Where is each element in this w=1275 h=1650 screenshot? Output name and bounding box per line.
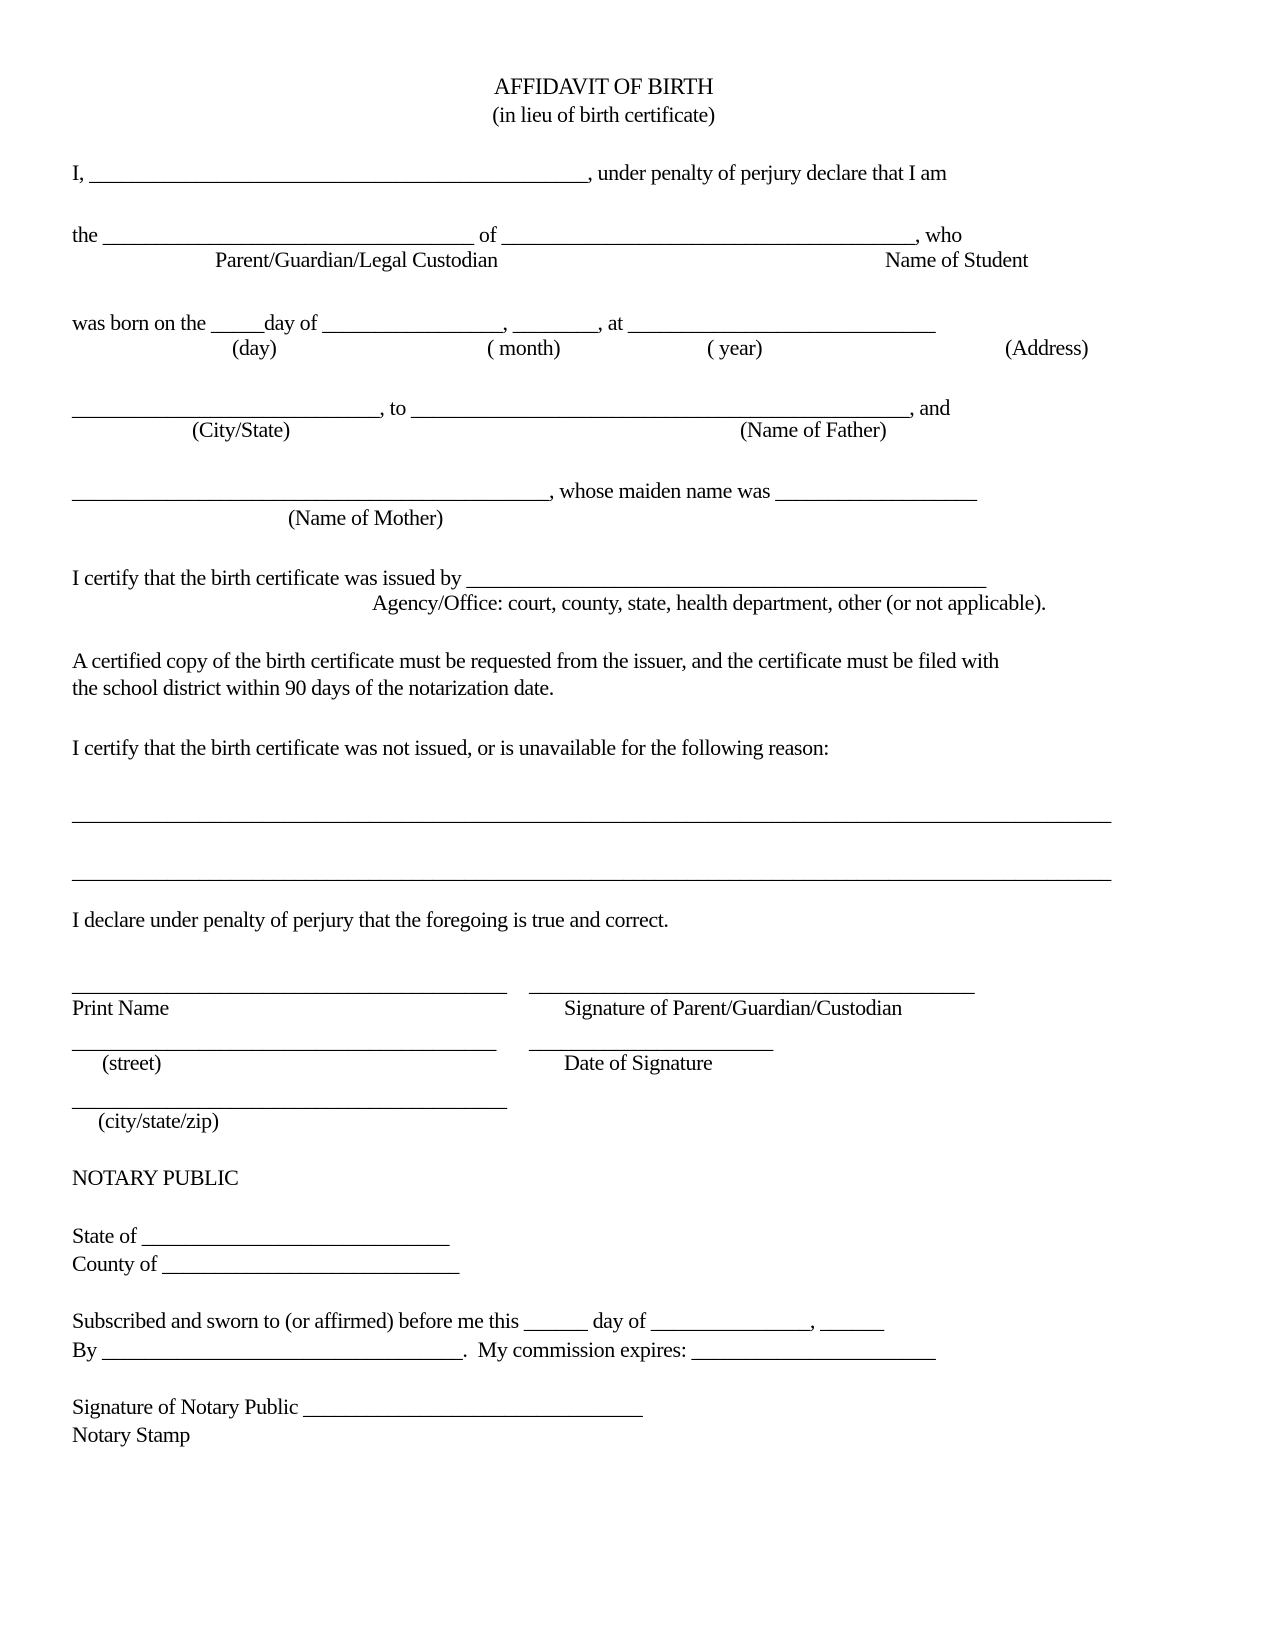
day-label: (day) <box>232 335 277 360</box>
name-of-mother-label: (Name of Mother) <box>288 505 443 530</box>
affiant-statement-line: I, _______________________________________________, under penalty of perjury declare that I am <box>72 160 947 185</box>
mother-statement-line: _____________________________________________, whose maiden name was ___________________ <box>72 478 977 503</box>
notary-state-line: State of _____________________________ <box>72 1223 450 1248</box>
declaration-line: I declare under penalty of perjury that the foregoing is true and correct. <box>72 907 669 932</box>
not-issued-statement-line: I certify that the birth certificate was not issued, or is unavailable for the following reason: <box>72 735 830 760</box>
certified-copy-paragraph-line-2: the school district within 90 days of the notarization date. <box>72 675 554 700</box>
certificate-issued-line: I certify that the birth certificate was issued by _________________________________________________ <box>72 565 986 590</box>
relation-statement-line: the ___________________________________ of _______________________________________, who <box>72 222 962 247</box>
address-label: (Address) <box>1005 335 1089 360</box>
street-blank-line: ________________________________________ <box>72 1028 497 1053</box>
print-name-label: Print Name <box>72 995 169 1020</box>
reason-blank-line-1: __________________________________________________________________________________________________ <box>72 800 1111 825</box>
notary-public-heading: NOTARY PUBLIC <box>72 1165 239 1190</box>
page-title: AFFIDAVIT OF BIRTH <box>493 74 714 99</box>
agency-office-label: Agency/Office: court, county, state, health department, other (or not applicable). <box>372 590 1046 615</box>
city-state-label: (City/State) <box>192 417 290 442</box>
street-label: (street) <box>102 1050 162 1075</box>
notary-commission-line: By __________________________________. My commission expires: _______________________ <box>72 1337 936 1362</box>
parent-guardian-label: Parent/Guardian/Legal Custodian <box>215 247 498 272</box>
name-of-student-label: Name of Student <box>885 247 1029 272</box>
date-of-signature-label: Date of Signature <box>564 1050 713 1075</box>
notary-county-line: County of ____________________________ <box>72 1251 459 1276</box>
notary-sworn-line: Subscribed and sworn to (or affirmed) before me this ______ day of _______________, ______ <box>72 1308 884 1333</box>
page-subtitle: (in lieu of birth certificate) <box>492 102 715 127</box>
print-name-blank-line: _________________________________________ <box>72 971 507 996</box>
month-label: ( month) <box>487 335 561 360</box>
city-state-zip-label: (city/state/zip) <box>98 1108 219 1133</box>
signature-label: Signature of Parent/Guardian/Custodian <box>564 995 902 1020</box>
notary-signature-line: Signature of Notary Public ________________________________ <box>72 1394 643 1419</box>
reason-blank-line-2: __________________________________________________________________________________________________ <box>72 858 1111 883</box>
year-label: ( year) <box>707 335 763 360</box>
birthplace-statement-line: _____________________________, to _______________________________________________, and <box>72 395 950 420</box>
certified-copy-paragraph-line-1: A certified copy of the birth certificate must be requested from the issuer, and the certificate must be filed with <box>72 648 999 673</box>
date-blank-line: _______________________ <box>529 1028 773 1053</box>
city-state-zip-blank-line: _________________________________________ <box>72 1086 507 1111</box>
name-of-father-label: (Name of Father) <box>740 417 887 442</box>
notary-stamp-label: Notary Stamp <box>72 1422 191 1447</box>
birth-statement-line: was born on the _____day of _________________, ________, at _____________________________ <box>72 310 936 335</box>
signature-blank-line: __________________________________________ <box>529 971 975 996</box>
